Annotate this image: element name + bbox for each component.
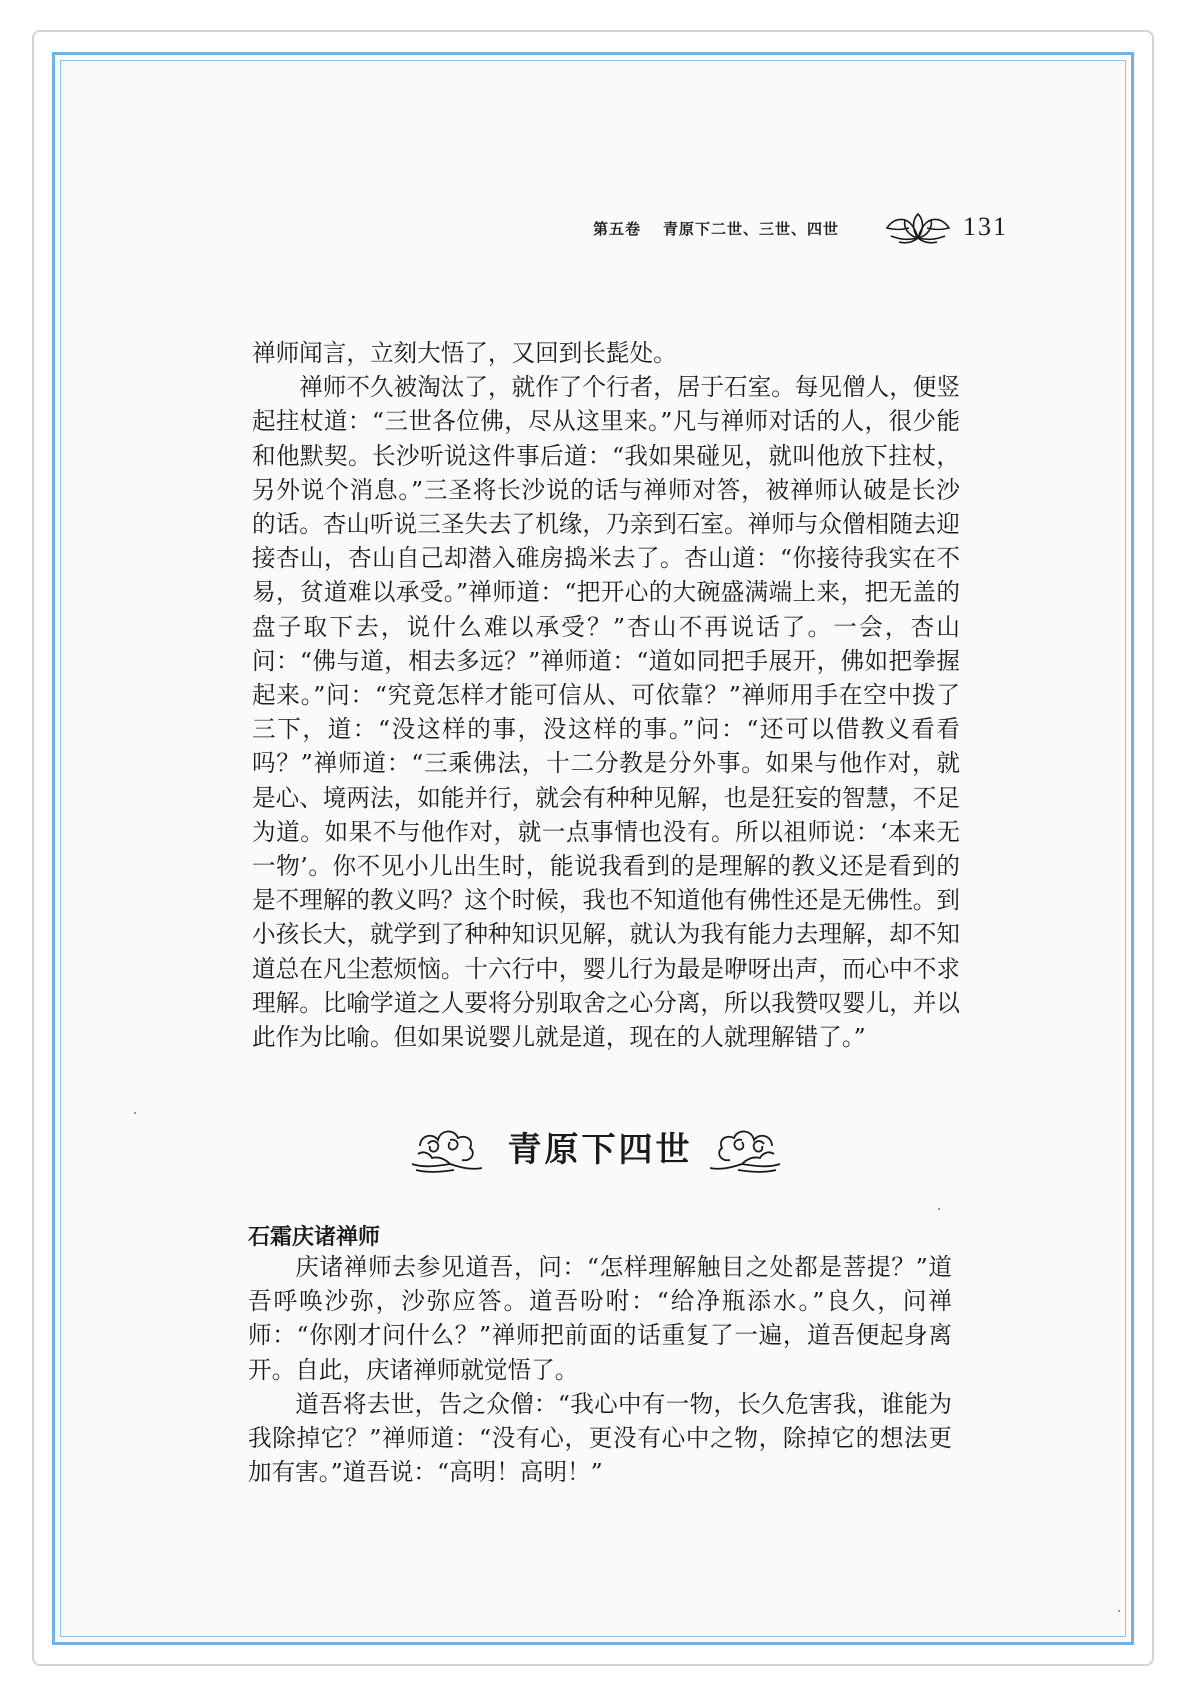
scan-speck (134, 1112, 136, 1114)
section-title (410, 1116, 790, 1176)
section-title-text: 青原下四世 (507, 1130, 693, 1170)
cloud-scroll-ornament-icon (710, 1120, 782, 1174)
scan-speck (938, 1208, 940, 1210)
paragraph: 道吾将去世，告之众僧：“我心中有一物，长久危害我，谁能为我除掉它？”禅师道：“没有心，更没有心中之物，除掉它的想法更加有害。”道吾说：“高明！高明！” (248, 1389, 952, 1487)
cloud-scroll-ornament-icon (410, 1120, 482, 1174)
lotus-ornament-icon (885, 208, 951, 246)
running-header (593, 208, 1013, 248)
paragraph: 庆诸禅师去参见道吾，问：“怎样理解触目之处都是菩提？”道吾呼唤沙弥，沙弥应答。道吾吩咐：“给净瓶添水。”良久，问禅师：“你刚才问什么？”禅师把前面的话重复了一遍，道吾便起身离开。自此，庆诸禅师就觉悟了。 (248, 1253, 952, 1384)
body-text-top (252, 336, 960, 1054)
page-number: 131 (963, 212, 1008, 241)
header-text (593, 218, 839, 239)
header-chapter: 青原下二世、三世、四世 (663, 220, 840, 238)
subheading: 石霜庆诸禅师 (248, 1225, 381, 1250)
paragraph: 禅师闻言，立刻大悟了，又回到长髭处。 (252, 339, 677, 367)
paragraph: 禅师不久被淘汰了，就作了个行者，居于石室。每见僧人，便竖起拄杖道：“三世各位佛，尽从这里来。”凡与禅师对话的人，很少能和他默契。长沙听说这件事后道：“我如果碰见，就叫他放下拄杖，另外说个消息。”三圣将长沙说的话与禅师对答，被禅师认破是长沙的话。杏山听说三圣失去了机缘，乃亲到石室。禅师与众僧相随去迎接杏山，杏山自己却潜入碓房捣米去了。杏山道：“你接待我实在不易，贫道难以承受。”禅师道：“把开心的大碗盛满端上来，把无盖的盘子取下去，说什么难以承受？”杏山不再说话了。一会，杏山问：“佛与道，相去多远？”禅师道：“道如同把手展开，佛如把拳握起来。”问：“究竟怎样才能可信从、可依靠？”禅师用手在空中拨了三下，道：“没这样的事，没这样的事。”问：“还可以借教义看看吗？”禅师道：“三乘佛法，十二分教是分外事。如果与他作对，就是心、境两法，如能并行，就会有种种见解，也是狂妄的智慧，不足为道。如果不与他作对，就一点事情也没有。所以祖师说：‘本来无一物’。你不见小儿出生时，能说我看到的是理解的教义还是看到的是不理解的教义吗？这个时候，我也不知道他有佛性还是无佛性。到小孩长大，就学到了种种知识见解，就认为我有能力去理解，却不知道总在凡尘惹烦恼。十六行中，婴儿行为最是咿呀出声，而心中不求理解。比喻学道之人要将分别取舍之心分离，所以我赞叹婴儿，并以此作为比喻。但如果说婴儿就是道，现在的人就理解错了。” (252, 373, 960, 1052)
scan-speck (1118, 1610, 1120, 1612)
body-text-bottom (248, 1250, 952, 1489)
header-volume: 第五卷 (593, 220, 642, 238)
